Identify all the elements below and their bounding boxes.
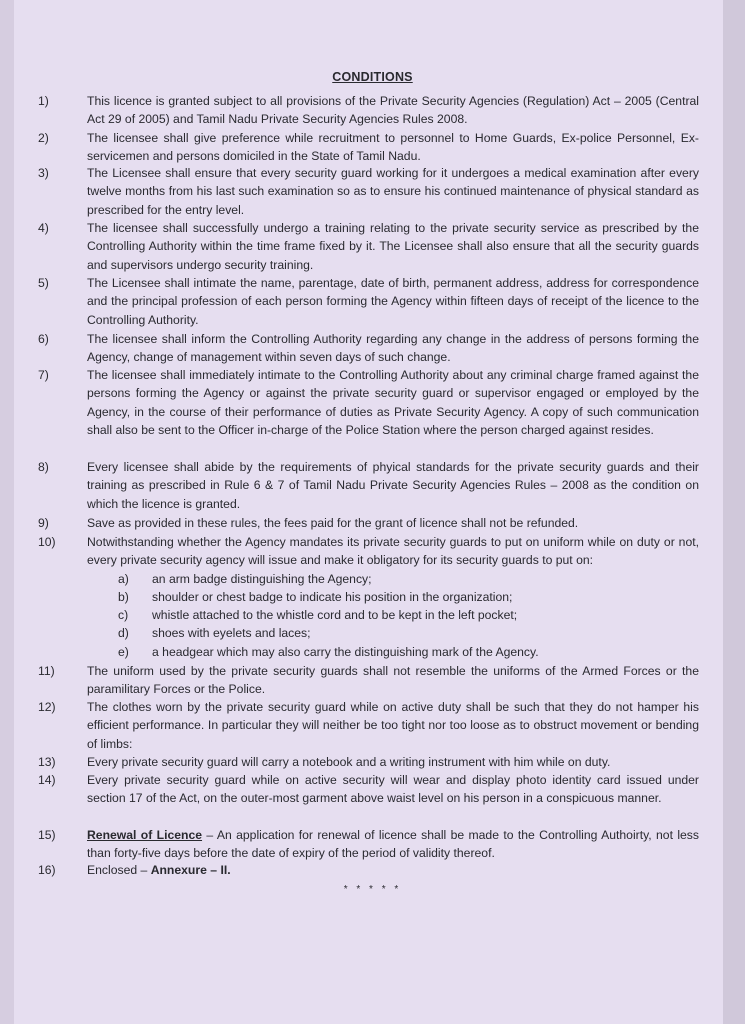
item-number: 12) (38, 700, 56, 714)
item-text: The licensee shall immediately intimate to the Controlling Authority about any criminal charge framed against the persons forming the Agency or against the private security guard or supervisor engaged or employed by the Agency, in the course of their performance of duties as Private Security Agency. A copy of such communication shall also be sent to the Officer in-charge of the Police Station where the person charged against resides. (87, 368, 699, 437)
item-number: 15) (38, 828, 56, 842)
item-text: The licensee shall inform the Controlling Authority regarding any change in the address of persons forming the Agency, change of management within seven days of such change. (87, 332, 699, 365)
item-number: 9) (38, 516, 49, 530)
sub-item-letter: e) (118, 645, 129, 659)
item-number: 16) (38, 863, 56, 877)
item-text: This licence is granted subject to all provisions of the Private Security Agencies (Regulation) Act – 2005 (Central Act 29 of 2005) and Tamil Nadu Private Security Agencies Rules 2008. (87, 94, 699, 127)
item-number: 6) (38, 332, 49, 346)
sub-item-letter: b) (118, 590, 129, 604)
item-text: The Licensee shall intimate the name, parentage, date of birth, permanent address, address for correspondence and the principal profession of each person forming the Agency within fifteen days of receipt of the licence to the Controlling Authority. (87, 276, 699, 327)
item-number: 7) (38, 368, 49, 382)
item-number: 11) (38, 664, 55, 678)
item-text: Notwithstanding whether the Agency mandates its private security guards to put on uniform while on duty or not, every private security agency will issue and make it obligatory for its security guards to put on: (87, 535, 699, 568)
item-number: 5) (38, 276, 49, 290)
item-text: Every licensee shall abide by the requirements of phyical standards for the private security guards and their training as prescribed in Rule 6 & 7 of Tamil Nadu Private Security Agencies Rules – 2008 as the condition on which the licence is granted. (87, 460, 699, 511)
sub-item-text: whistle attached to the whistle cord and to be kept in the left pocket; (152, 608, 518, 622)
item-number: 8) (38, 460, 49, 474)
sub-item-text: shoulder or chest badge to indicate his position in the organization; (152, 590, 513, 604)
item-text: The Licensee shall ensure that every security guard working for it undergoes a medical examination after every twelve months from his last such examination so as to ensure his continued maintenance of physical standard as prescribed for the entry level. (87, 166, 699, 217)
item-number: 2) (38, 131, 49, 145)
sub-item-text: an arm badge distinguishing the Agency; (152, 572, 372, 586)
sub-item-letter: a) (118, 572, 129, 586)
page-right-edge (723, 0, 745, 1024)
page-left-edge (0, 0, 14, 1024)
renewal-text: – An application for renewal of licence shall be made to the Controlling Authoirty, not less than forty-five days before the date of expiry of the period of validity thereof. (87, 828, 699, 861)
item-number: 13) (38, 755, 56, 769)
item-text: Every private security guard while on active security will wear and display photo identity card issued under section 17 of the Act, on the outer-most garment above waist level on his person in a conspicuous manner. (87, 773, 699, 806)
item-number: 4) (38, 221, 49, 235)
item-text (87, 861, 699, 879)
item-number: 3) (38, 166, 49, 180)
item-text: Every private security guard will carry a notebook and a writing instrument with him while on duty. (87, 755, 611, 769)
item-text: Save as provided in these rules, the fees paid for the grant of licence shall not be refunded. (87, 516, 579, 530)
item-number: 1) (38, 94, 49, 108)
item-text (87, 826, 699, 863)
item-number: 14) (38, 773, 56, 787)
page-title: CONDITIONS (332, 70, 413, 84)
sub-item-letter: d) (118, 626, 129, 640)
item-text: The clothes worn by the private security guard while on active duty shall be such that they do not hamper his efficient performance. In particular they will neither be too tight nor too loose as to obstruct movement or bending of limbs: (87, 700, 699, 751)
item-text: The licensee shall give preference while recruitment to personnel to Home Guards, Ex-police Personnel, Ex-servicemen and persons domiciled in the State of Tamil Nadu. (87, 131, 699, 164)
enclosed-prefix: Enclosed – (87, 863, 151, 877)
sub-item-letter: c) (118, 608, 129, 622)
annexure-label: Annexure – II. (150, 863, 231, 877)
sub-item-text: a headgear which may also carry the distinguishing mark of the Agency. (152, 645, 539, 659)
item-text: The licensee shall successfully undergo a training relating to the private security service as prescribed by the Controlling Authority within the time frame fixed by it. The Licensee shall also ensure that all the security guards and supervisors undergo security training. (87, 221, 699, 272)
sub-item-text: shoes with eyelets and laces; (152, 626, 311, 640)
item-text: The uniform used by the private security guards shall not resemble the uniforms of the Armed Forces or the paramilitary Forces or the Police. (87, 664, 699, 697)
end-mark: * * * * * (343, 884, 402, 895)
renewal-heading: Renewal of Licence (87, 828, 203, 842)
item-number: 10) (38, 535, 56, 549)
